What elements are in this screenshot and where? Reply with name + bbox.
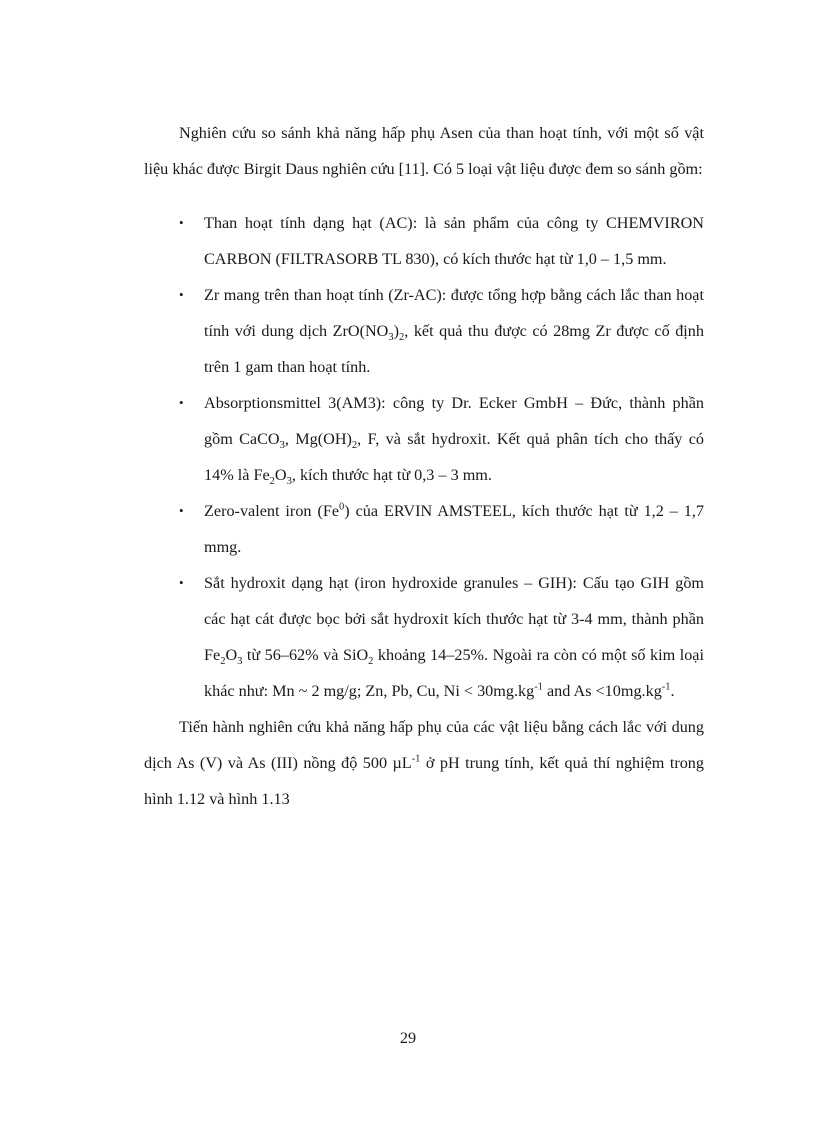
bullet-icon: •: [179, 575, 184, 590]
bullet-icon: •: [179, 503, 184, 518]
experiment-paragraph: Tiến hành nghiên cứu khả năng hấp phụ của các vật liệu bằng cách lắc với dung dịch As (V) và As (III) nồng độ 500 µL$^{-1}$ ở pH trung tính, kết quả thí nghiệm trong hình 1.12 và hình 1.13: [144, 718, 704, 808]
list-item-gih: • Sắt hydroxit dạng hạt (iron hydroxide granules – GIH): Cấu tạo GIH gồm các hạt cát được bọc bởi sắt hydroxit kích thước hạt từ 3-4 mm, thành phần $Fe_2O_3$ từ 56–62% và SiO$_2$ khoảng 14–25%. Ngoài ra còn có một số kim loại khác như: Mn ~ 2 mg/g; Zn, Pb, Cu, $Ni < 30mg.kg^{-1}$ and $As <10mg.kg^{-1}$.: [144, 565, 704, 709]
intro-paragraph: Nghiên cứu so sánh khả năng hấp phụ Asen của than hoạt tính, với một số vật liệu khác được Birgit Daus nghiên cứu [11]. Có 5 loại vật liệu được đem so sánh gồm:: [144, 124, 704, 178]
list-item-am3: • Absorptionsmittel 3(AM3): công ty Dr. Ecker GmbH – Đức, thành phần gồm CaCO$_3$, $Mg(OH)_2$, F, và sắt hydroxit. Kết quả phân tích cho thấy có 14% là $Fe_2O_3$, kích thước hạt từ 0,3 – 3 mm.: [144, 385, 704, 493]
page-number: 29: [399, 1029, 417, 1047]
list-item-ac: • Than hoạt tính dạng hạt (AC): là sản phẩm của công ty CHEMVIRON CARBON (FILTRASORB TL 830), có kích thước hạt từ 1,0 – 1,5 mm.: [144, 205, 704, 277]
bullet-icon: •: [179, 287, 184, 302]
list-item-fe0: • Zero-valent iron (Fe$^0$) của ERVIN AMSTEEL, kích thước hạt từ 1,2 – 1,7 mmg.: [144, 493, 704, 565]
list-item-zr-ac: • Zr mang trên than hoạt tính (Zr-AC): được tổng hợp bằng cách lắc than hoạt tính với dung dịch $ZrO(NO_3)_2$, kết quả thu được có 28mg Zr được cố định trên 1 gam than hoạt tính.: [144, 277, 704, 385]
bullet-icon: •: [179, 215, 184, 230]
page-content: [144, 115, 704, 817]
materials-list: [144, 205, 704, 709]
bullet-icon: •: [179, 395, 184, 410]
